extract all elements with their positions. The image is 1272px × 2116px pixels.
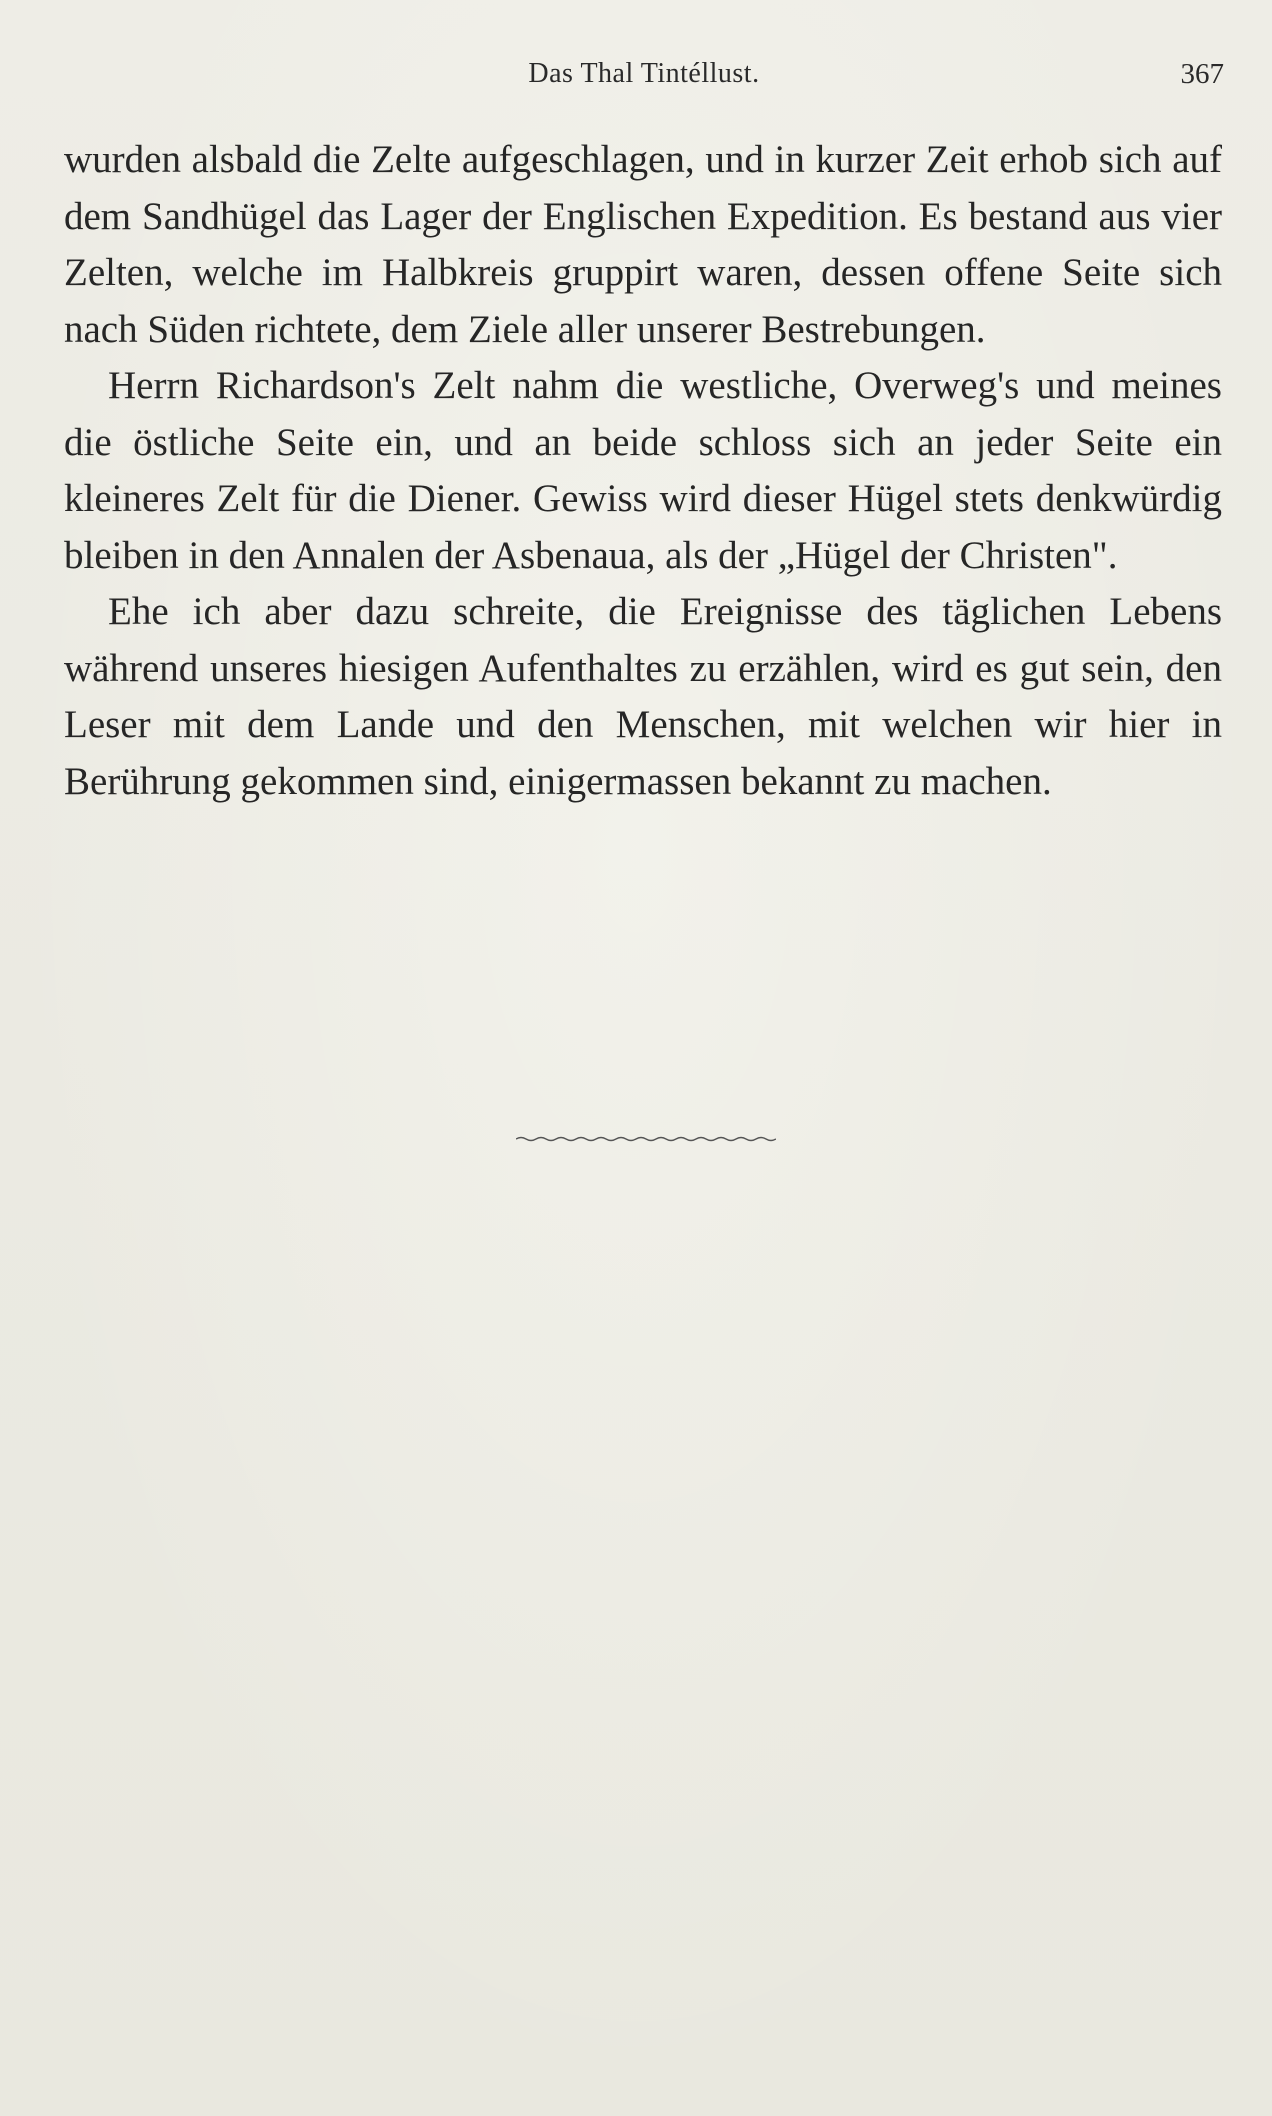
paragraph-1: wurden alsbald die Zelte aufgeschlagen, und in kurzer Zeit erhob sich auf dem Sandhügel das Lager der Englischen Expedition. Es bestand aus vier Zelten, welche im Halbkreis gruppirt waren, dessen offene Seite sich nach Süden richtete, dem Ziele aller unserer Bestrebungen. <box>64 138 1222 351</box>
body-text <box>64 132 1222 810</box>
paragraph-2: Herrn Richardson's Zelt nahm die westliche, Overweg's und meines die östliche Seite ein, und an beide schloss sich an jeder Seite ein kleineres Zelt für die Diener. Gewiss wird dieser Hügel stets denkwürdig bleiben in den Annalen der Asbenaua, als der „Hügel der Christen". <box>64 364 1222 577</box>
running-head <box>64 58 1224 98</box>
page-number: 367 <box>1180 58 1224 90</box>
running-title: Das Thal Tintéllust. <box>528 58 760 89</box>
paragraph-3: Ehe ich aber dazu schreite, die Ereignisse des täglichen Lebens während unseres hiesigen Aufenthaltes zu erzählen, wird es gut sein, den Leser mit dem Lande und den Menschen, mit welchen wir hier in Berührung gekommen sind, einigermassen bekannt zu machen. <box>64 590 1222 803</box>
section-end-ornament <box>516 1134 776 1144</box>
